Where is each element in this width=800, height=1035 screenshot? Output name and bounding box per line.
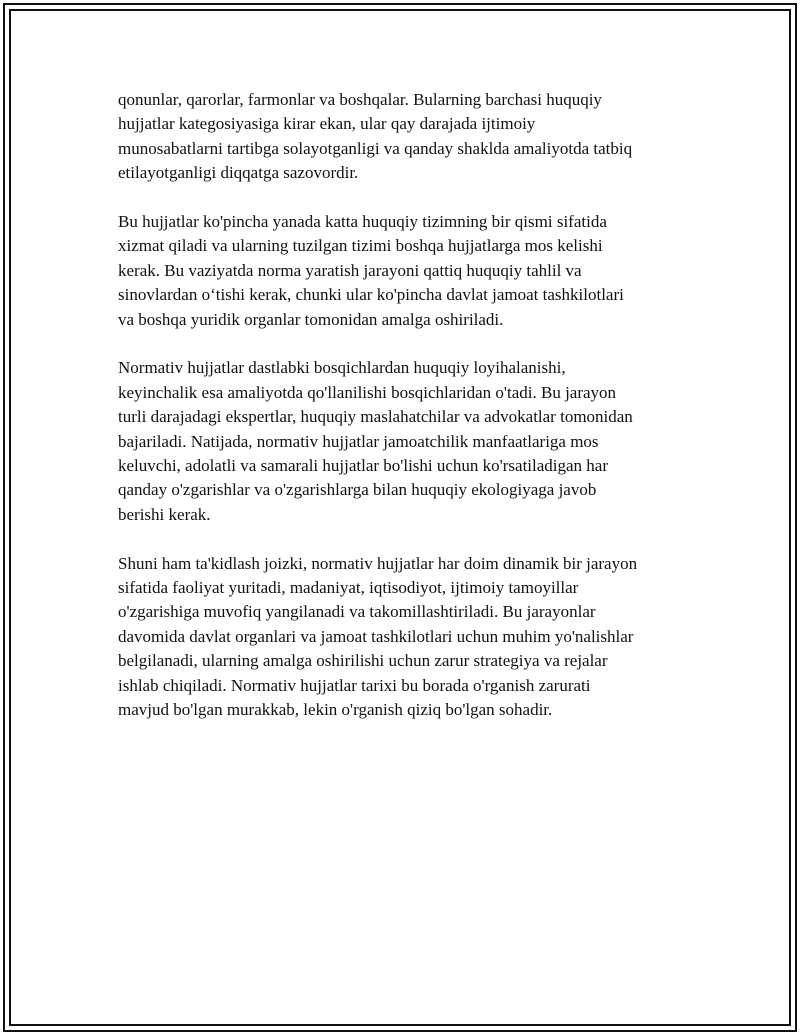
paragraph-2: Bu hujjatlar ko'pincha yanada katta huquqiy tizimning bir qismi sifatida xizmat qiladi va ularning tuzilgan tizimi boshqa hujjatlarga mos kelishi kerak. Bu vaziyatda norma yaratish jarayoni qattiq huquqiy tahlil va sinovlardan o‘tishi kerak, chunki ular ko'pincha davlat jamoat tashkilotlari va boshqa yuridik organlar tomonidan amalga oshiriladi. bbox=[118, 212, 624, 329]
paragraph-1: qonunlar, qarorlar, farmonlar va boshqalar. Bularning barchasi huquqiy hujjatlar kategosiyasiga kirar ekan, ular qay darajada ijtimoiy munosabatlarni tartibga solayotganligi va qanday shaklda amaliyotda tatbiq etilayotganligi diqqatga sazovordir. bbox=[118, 90, 633, 183]
document-body bbox=[118, 88, 688, 747]
paragraph-3: Normativ hujjatlar dastlabki bosqichlardan huquqiy loyihalanishi, keyinchalik esa amaliyotda qo'llanilishi bosqichlaridan o'tadi. Bu jarayon turli darajadagi ekspertlar, huquqiy maslahatchilar va advokatlar tomonidan bajariladi. Natijada, normativ hujjatlar jamoatchilik manfaatlariga mos keluvchi, adolatli va samarali hujjatlar bo'lishi uchun ko'rsatiladigan har qanday o'zgarishlar va o'zgarishlarga bilan huquqiy ekologiyaga javob berishi kerak. bbox=[118, 358, 633, 524]
paragraph-4: Shuni ham ta'kidlash joizki, normativ hujjatlar har doim dinamik bir jarayon sifatida faoliyat yuritadi, madaniyat, iqtisodiyot, ijtimoiy tamoyillar o'zgarishiga muvofiq yangilanadi va takomillashtiriladi. Bu jarayonlar davomida davlat organlari va jamoat tashkilotlari uchun muhim yo'nalishlar belgilanadi, ularning amalga oshirilishi uchun zarur strategiya va rejalar ishlab chiqiladi. Normativ hujjatlar tarixi bu borada o'rganish zarurati mavjud bo'lgan murakkab, lekin o'rganish qiziq bo'lgan sohadir. bbox=[118, 553, 638, 720]
